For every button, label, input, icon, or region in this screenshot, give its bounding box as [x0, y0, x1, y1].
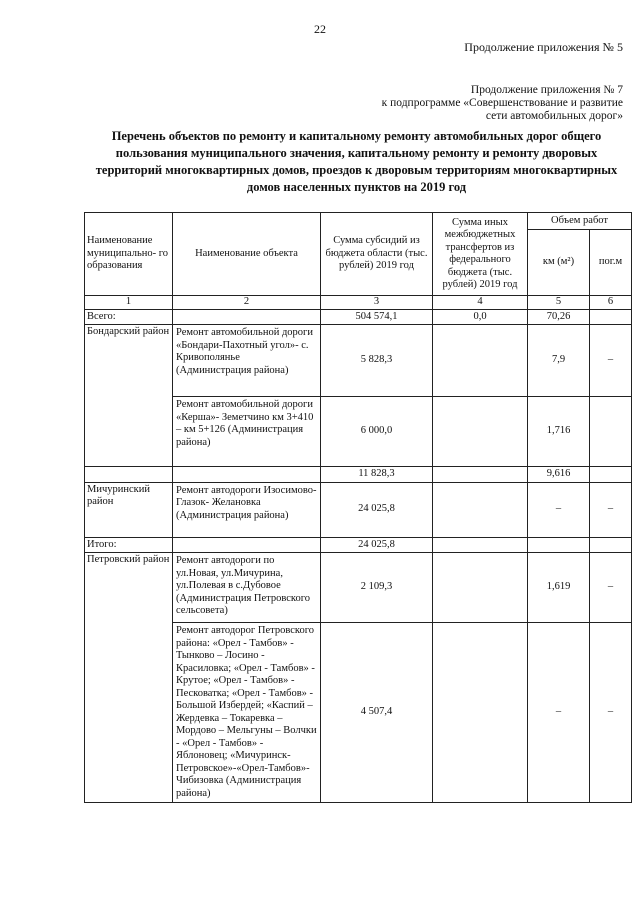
object-pogm: – [590, 553, 632, 623]
header-transfers: Сумма иных межбюджетных трансфертов из федерального бюджета (тыс. рублей) 2019 год [433, 213, 528, 296]
object-km: 7,9 [528, 325, 590, 397]
appendix-line-1: Продолжение приложения № 7 [470, 84, 623, 96]
subtotal-km: 9,616 [528, 467, 590, 483]
object-km: 1,619 [528, 553, 590, 623]
object-km: – [528, 482, 590, 537]
subtotal-row [85, 467, 632, 483]
col-index: 6 [590, 296, 632, 310]
municipality-name: Мичуринский район [85, 482, 173, 537]
col-index: 1 [85, 296, 173, 310]
appendix-header [293, 84, 623, 123]
object-subsidy: 2 109,3 [321, 553, 433, 623]
object-subsidy: 5 828,3 [321, 325, 433, 397]
subtotal-subsidy: 11 828,3 [321, 467, 433, 483]
header-subsidy: Сумма субсидий из бюджета области (тыс. рублей) 2019 год [321, 213, 433, 296]
object-name: Ремонт автодороги Изосимово-Глазок- Желановка (Администрация района) [173, 482, 321, 537]
total-km: 70,26 [528, 309, 590, 325]
document-title: Перечень объектов по ремонту и капитальному ремонту автомобильных дорог общего пользования муниципального значения, капитальному ремонту и ремонту дворовых территорий многоквартирных домов, проездов к дворовым территориям многоквартирных домов населенных пунктов на 2019 год [95, 129, 618, 194]
objects-table [84, 212, 632, 803]
column-index-row [85, 296, 632, 310]
object-pogm: – [590, 482, 632, 537]
object-subsidy: 6 000,0 [321, 397, 433, 467]
col-index: 3 [321, 296, 433, 310]
municipality-name: Петровский район [85, 553, 173, 803]
table-row [85, 325, 632, 397]
header-object: Наименование объекта [173, 213, 321, 296]
col-index: 5 [528, 296, 590, 310]
itogo-subsidy: 24 025,8 [321, 537, 433, 553]
object-name: Ремонт автомобильной дороги «Керша»- Земетчино км 3+410 – км 5+126 (Администрация района) [173, 397, 321, 467]
total-label: Всего: [85, 309, 173, 325]
header-volume: Объем работ [528, 213, 632, 230]
col-index: 2 [173, 296, 321, 310]
header-municipality: Наименование муниципально- го образования [85, 213, 173, 296]
itogo-row [85, 537, 632, 553]
object-name: Ремонт автодорог Петровского района: «Орел - Тамбов» - Тынково – Лосино - Красиловка; «Орел - Тамбов» - Крутое; «Орел - Тамбов» - Песковатка; «Орел - Тамбов» - Большой Избердей; «Каспий – Жердевка – Токаревка – Мордово – Мельгуны – Волчки - «Орел - Тамбов» - Яблоновец; «Мичуринск-Петровское»-«Орел-Тамбов»-Чибизовка (Администрация района) [173, 623, 321, 803]
header-km: км (м²) [528, 230, 590, 296]
table-row [85, 553, 632, 623]
object-name: Ремонт автомобильной дороги «Бондари-Пахотный угол»- с. Кривополянье (Администрация района) [173, 325, 321, 397]
object-pogm: – [590, 623, 632, 803]
municipality-name: Бондарский район [85, 325, 173, 467]
object-subsidy: 24 025,8 [321, 482, 433, 537]
itogo-label: Итого: [85, 537, 173, 553]
continuation-note: Продолжение приложения № 5 [464, 40, 623, 54]
object-km: 1,716 [528, 397, 590, 467]
total-subsidy: 504 574,1 [321, 309, 433, 325]
table-row [85, 482, 632, 537]
appendix-line-3: сети автомобильных дорог» [485, 110, 623, 122]
page-number: 22 [314, 22, 326, 36]
object-name: Ремонт автодороги по ул.Новая, ул.Мичурина, ул.Полевая в с.Дубовое (Администрация Петровского сельсовета) [173, 553, 321, 623]
total-transfers: 0,0 [433, 309, 528, 325]
total-row [85, 309, 632, 325]
col-index: 4 [433, 296, 528, 310]
object-subsidy: 4 507,4 [321, 623, 433, 803]
object-pogm: – [590, 325, 632, 397]
header-row-1 [85, 213, 632, 230]
object-km: – [528, 623, 590, 803]
appendix-line-2: к подпрограмме «Совершенствование и развитие [381, 97, 623, 109]
header-pogm: пог.м [590, 230, 632, 296]
